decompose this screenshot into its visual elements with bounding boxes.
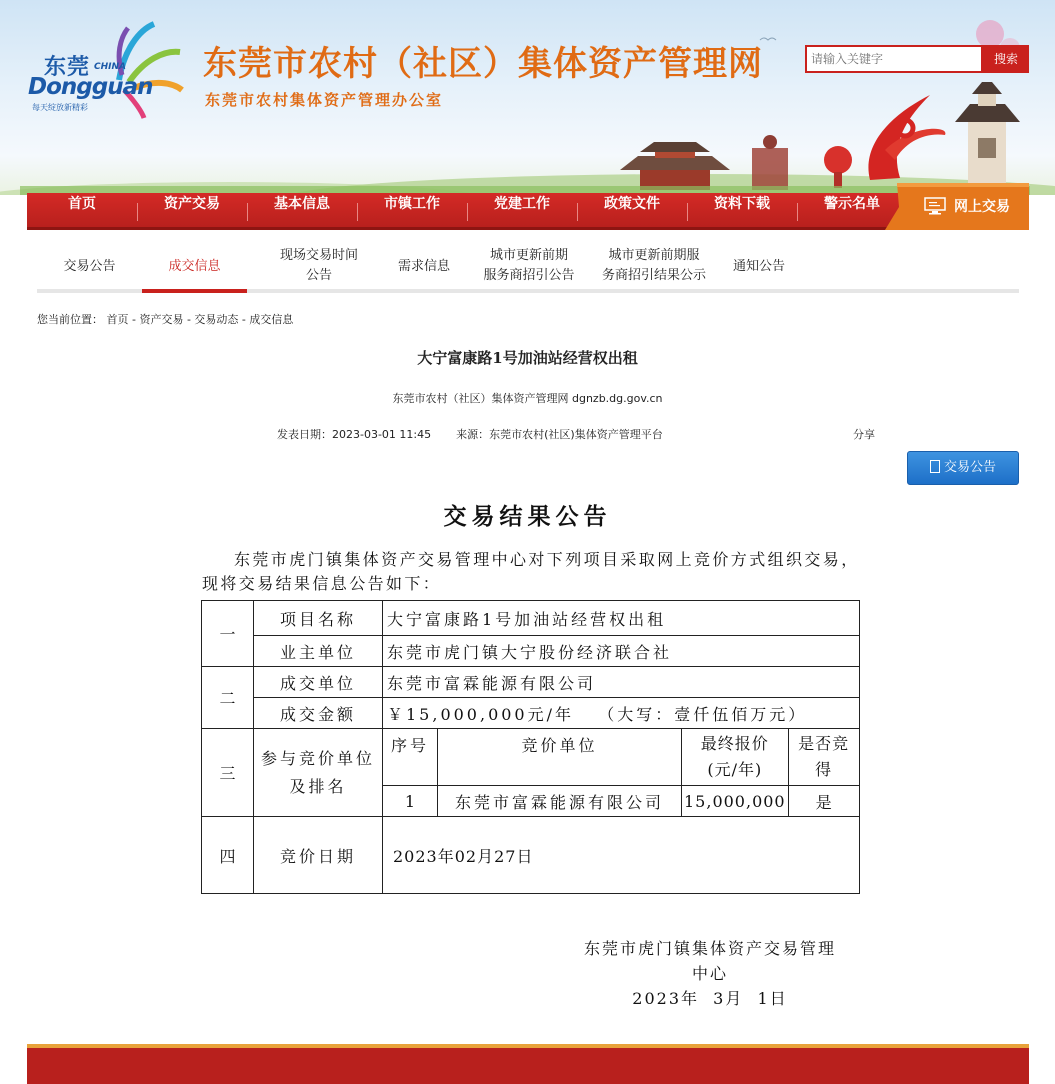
notice-intro: 东莞市虎门镇集体资产交易管理中心对下列项目采取网上竞价方式组织交易，现将交易结果信息公告如下： [202,550,860,593]
article-title: 大宁富康路1号加油站经营权出租 [417,349,638,367]
bid-unit: 东莞市富霖能源有限公司 [438,786,682,817]
table-row [202,729,860,786]
main-nav [27,193,1029,230]
subnav-item-urban-renewal-recruit[interactable] [472,246,586,286]
project-name: 大宁富康路1号加油站经营权出租 [383,601,860,636]
signature-block [560,936,860,1011]
section-number: 四 [202,817,254,894]
bidders-label-line: 参与竞价单位 [260,748,375,768]
publish-date: 2023-03-01 11:45 [332,428,432,441]
article-source-line: 东莞市农村（社区）集体资产管理网 dgnzb.dg.gov.cn [392,392,663,405]
publish-date-label: 发表日期： [277,428,332,441]
deal-amount: ￥15,000,000元/年 （大写：壹仟伍佰万元） [383,698,860,729]
bidders-label [254,729,383,817]
site-subtitle: 东莞市农村集体资产管理办公室 [205,91,444,109]
site-title: 东莞市农村（社区）集体资产管理网 [203,44,763,84]
table-row [202,698,860,729]
table-row [202,667,860,698]
nav-item-basic-info[interactable]: 基本信息 [274,196,330,212]
table-row [202,601,860,636]
section-number: 二 [202,667,254,729]
subnav-item-trade-announcements[interactable]: 交易公告 [63,259,116,274]
search-input[interactable] [805,45,983,73]
field-label: 成交单位 [254,667,383,698]
trade-announcement-button[interactable] [907,451,1019,485]
bid-header-price [682,729,789,786]
bid-header-unit: 竞价单位 [438,729,682,786]
dongguan-logo[interactable] [24,20,184,120]
owner-unit: 东莞市虎门镇大宁股份经济联合社 [383,636,860,667]
share-link[interactable]: 分享 [853,428,875,441]
subnav-label-line: 务商招引结果公示 [601,268,706,283]
bid-header-won [788,729,859,786]
result-table [201,600,860,894]
signature-org: 中心 [691,964,728,983]
subnav-item-demand-info[interactable]: 需求信息 [397,259,450,274]
site-footer [27,1048,1029,1084]
search-box [805,45,1029,73]
field-label: 项目名称 [254,601,383,636]
subnav-item-onsite-schedule[interactable] [257,246,381,286]
signature-org: 东莞市虎门镇集体资产交易管理 [583,939,836,958]
field-label: 业主单位 [254,636,383,667]
subnav-item-notices[interactable]: 通知公告 [732,259,785,274]
section-number: 三 [202,729,254,817]
nav-item-downloads[interactable]: 资料下载 [714,196,770,212]
document-icon [930,460,940,473]
site-header [0,0,1055,195]
subnav-label-line: 城市更新前期 [489,248,568,263]
bid-header-no: 序号 [383,729,438,786]
nav-item-party-work[interactable]: 党建工作 [494,196,550,212]
nav-item-home[interactable]: 首页 [68,196,96,212]
logo-cn-text: 东莞 [44,55,91,80]
nav-item-town-work[interactable]: 市镇工作 [384,196,440,212]
subnav-item-urban-renewal-results[interactable] [594,246,714,286]
table-row [202,636,860,667]
field-label: 竞价日期 [254,817,383,894]
section-number: 一 [202,601,254,667]
online-trading-label[interactable]: 网上交易 [954,199,1010,215]
logo-en-text: Dongguan [28,74,153,100]
bid-no: 1 [383,786,438,817]
article-meta [277,426,663,442]
subnav-item-deal-info[interactable]: 成交信息 [168,259,221,274]
logo-china-text: CHINA [94,62,126,72]
bidders-label-line: 及排名 [289,776,347,796]
bidding-date: 2023年02月27日 [383,817,860,894]
breadcrumb[interactable]: 您当前位置： 首页 - 资产交易 - 交易动态 - 成交信息 [37,313,294,326]
subnav-label-line: 公告 [305,268,332,283]
bid-header-won-line: 得 [815,760,833,779]
notice-heading: 交易结果公告 [443,503,612,530]
nav-item-asset-trading[interactable]: 资产交易 [164,196,220,212]
bid-won: 是 [788,786,859,817]
bid-header-won-line: 是否竞 [798,734,850,753]
source-value: 东莞市农村(社区)集体资产管理平台 [489,428,663,441]
logo-slogan: 每天绽放新精彩 [32,103,88,112]
field-label: 成交金额 [254,698,383,729]
subnav-label-line: 城市更新前期服 [608,248,700,263]
search-button[interactable]: 搜索 [983,45,1029,73]
table-row [202,817,860,894]
bid-header-price-line: (元/年) [707,760,763,779]
nav-item-warning-list[interactable]: 警示名单 [824,196,880,212]
bid-header-price-line: 最终报价 [700,734,769,753]
monitor-icon [924,197,946,215]
subnav-active-indicator [142,289,247,293]
winning-unit: 东莞市富霖能源有限公司 [383,667,860,698]
bid-price: 15,000,000 [682,786,789,817]
subnav-label-line: 服务商招引公告 [483,268,575,283]
signature-date: 2023年 3月 1日 [632,989,788,1008]
trade-announcement-label: 交易公告 [943,460,996,475]
source-label: 来源： [456,428,490,441]
subnav-label-line: 现场交易时间 [279,248,358,263]
nav-item-policy[interactable]: 政策文件 [604,196,660,212]
